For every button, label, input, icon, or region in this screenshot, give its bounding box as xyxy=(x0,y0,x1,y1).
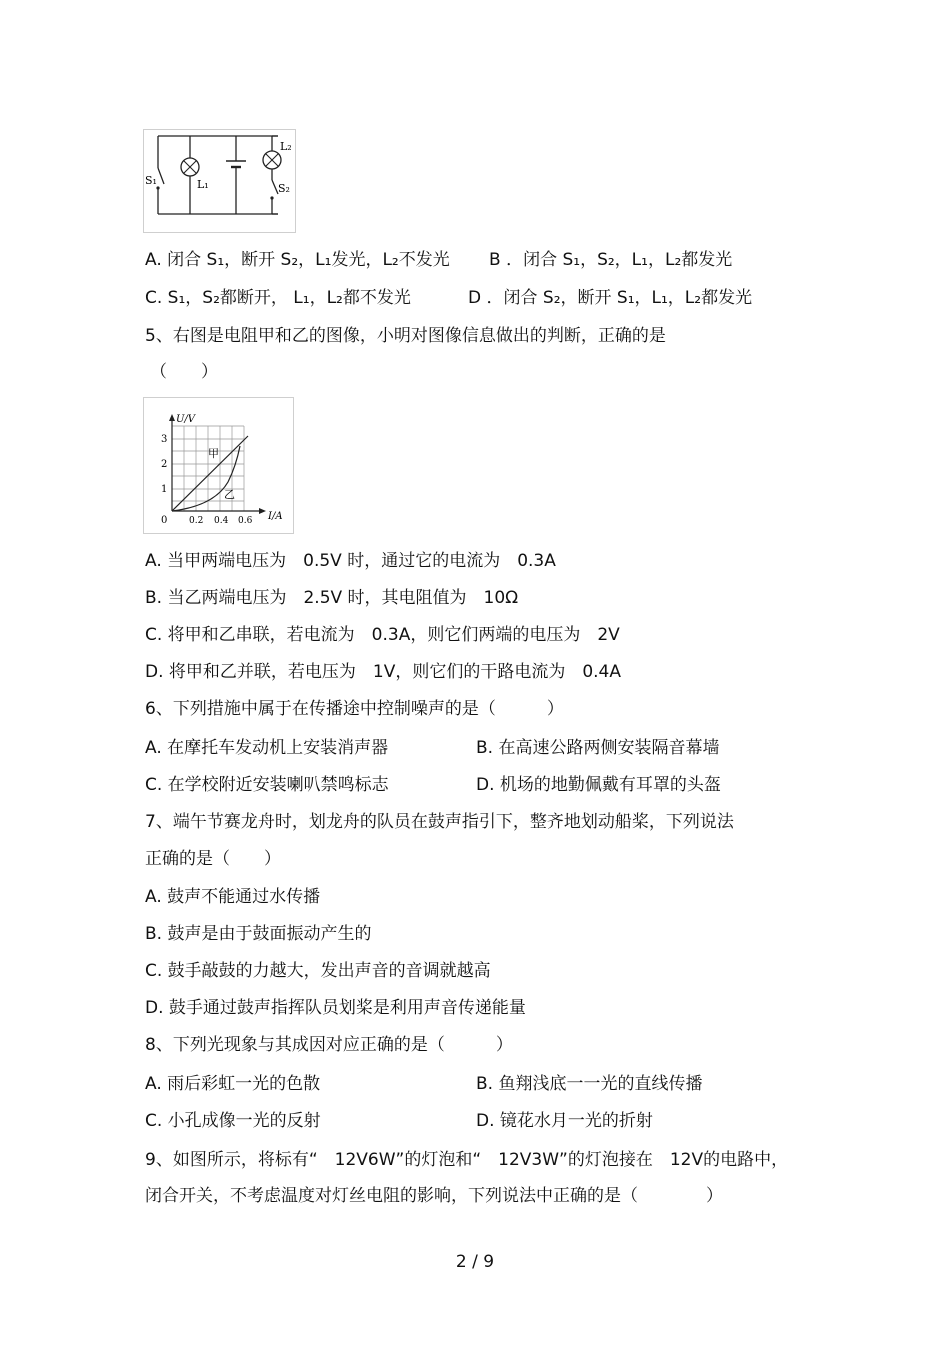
q7-option-a: A. 鼓声不能通过水传播 xyxy=(145,887,321,907)
q7-option-b: B. 鼓声是由于鼓面振动产生的 xyxy=(145,924,372,944)
curve-jia-label: 甲 xyxy=(208,447,219,460)
circuit-figure xyxy=(143,129,296,233)
x-tick-04: 0.4 xyxy=(214,516,229,526)
q7-option-d: D. 鼓手通过鼓声指挥队员划桨是利用声音传递能量 xyxy=(145,998,526,1018)
q8-option-d: D. 镜花水月一光的折射 xyxy=(476,1111,653,1131)
x-tick-02: 0.2 xyxy=(189,516,204,526)
label-s2: S₂ xyxy=(278,182,290,195)
ui-graph xyxy=(144,398,293,533)
q6-option-d: D. 机场的地勤佩戴有耳罩的头盔 xyxy=(476,775,721,795)
q7-option-c: C. 鼓手敲鼓的力越大，发出声音的音调就越高 xyxy=(145,961,491,981)
x-axis-label: I/A xyxy=(268,511,283,522)
q6-option-c: C. 在学校附近安装喇叭禁鸣标志 xyxy=(145,775,389,795)
q5-paren: （ ） xyxy=(150,362,218,382)
y-tick-3: 3 xyxy=(161,434,168,445)
q4-option-b: B ．闭合 S₁，S₂，L₁，L₂都发光 xyxy=(489,250,733,270)
page-number: 2 / 9 xyxy=(455,1252,495,1272)
q5-option-a: A. 当甲两端电压为 0.5V 时，通过它的电流为 0.3A xyxy=(145,551,556,571)
label-l1: L₁ xyxy=(197,178,209,191)
label-s1: S₁ xyxy=(145,174,157,187)
curve-yi-label: 乙 xyxy=(224,488,235,501)
q6-stem: 6、下列措施中属于在传播途中控制噪声的是（ ） xyxy=(145,699,564,719)
q8-stem: 8、下列光现象与其成因对应正确的是（ ） xyxy=(145,1035,513,1055)
circuit-diagram xyxy=(144,130,295,232)
q8-option-a: A. 雨后彩虹一光的色散 xyxy=(145,1074,321,1094)
q8-option-c: C. 小孔成像一光的反射 xyxy=(145,1111,321,1131)
y-axis-label: U/V xyxy=(176,414,196,425)
q5-stem: 5、右图是电阻甲和乙的图像，小明对图像信息做出的判断，正确的是 xyxy=(145,326,666,346)
q5-option-c: C. 将甲和乙串联，若电流为 0.3A，则它们两端的电压为 2V xyxy=(145,625,620,645)
y-tick-1: 1 xyxy=(161,484,168,495)
q9-stem-line1: 9、如图所示，将标有“ 12V6W”的灯泡和“ 12V3W”的灯泡接在 12V的电路中， xyxy=(145,1150,789,1170)
label-l2: L₂ xyxy=(280,140,292,153)
q4-option-d: D ．闭合 S₂，断开 S₁，L₁，L₂都发光 xyxy=(468,288,753,308)
q5-option-b: B. 当乙两端电压为 2.5V 时，其电阻值为 10Ω xyxy=(145,588,519,608)
y-tick-2: 2 xyxy=(161,459,168,470)
q7-stem-line2: 正确的是（ ） xyxy=(145,849,281,869)
q4-option-a: A. 闭合 S₁，断开 S₂，L₁发光，L₂不发光 xyxy=(145,250,450,270)
q9-stem-line2: 闭合开关，不考虑温度对灯丝电阻的影响，下列说法中正确的是（ ） xyxy=(145,1186,723,1206)
graph-figure xyxy=(143,397,294,534)
q6-option-b: B. 在高速公路两侧安装隔音幕墙 xyxy=(476,738,720,758)
q7-stem-line1: 7、端午节赛龙舟时，划龙舟的队员在鼓声指引下，整齐地划动船桨，下列说法 xyxy=(145,812,734,832)
q4-option-c: C. S₁，S₂都断开， L₁，L₂都不发光 xyxy=(145,288,411,308)
q5-option-d: D. 将甲和乙并联，若电压为 1V，则它们的干路电流为 0.4A xyxy=(145,662,622,682)
y-tick-0: 0 xyxy=(161,515,168,526)
q6-option-a: A. 在摩托车发动机上安装消声器 xyxy=(145,738,389,758)
q8-option-b: B. 鱼翔浅底一一光的直线传播 xyxy=(476,1074,703,1094)
x-tick-06: 0.6 xyxy=(238,516,253,526)
